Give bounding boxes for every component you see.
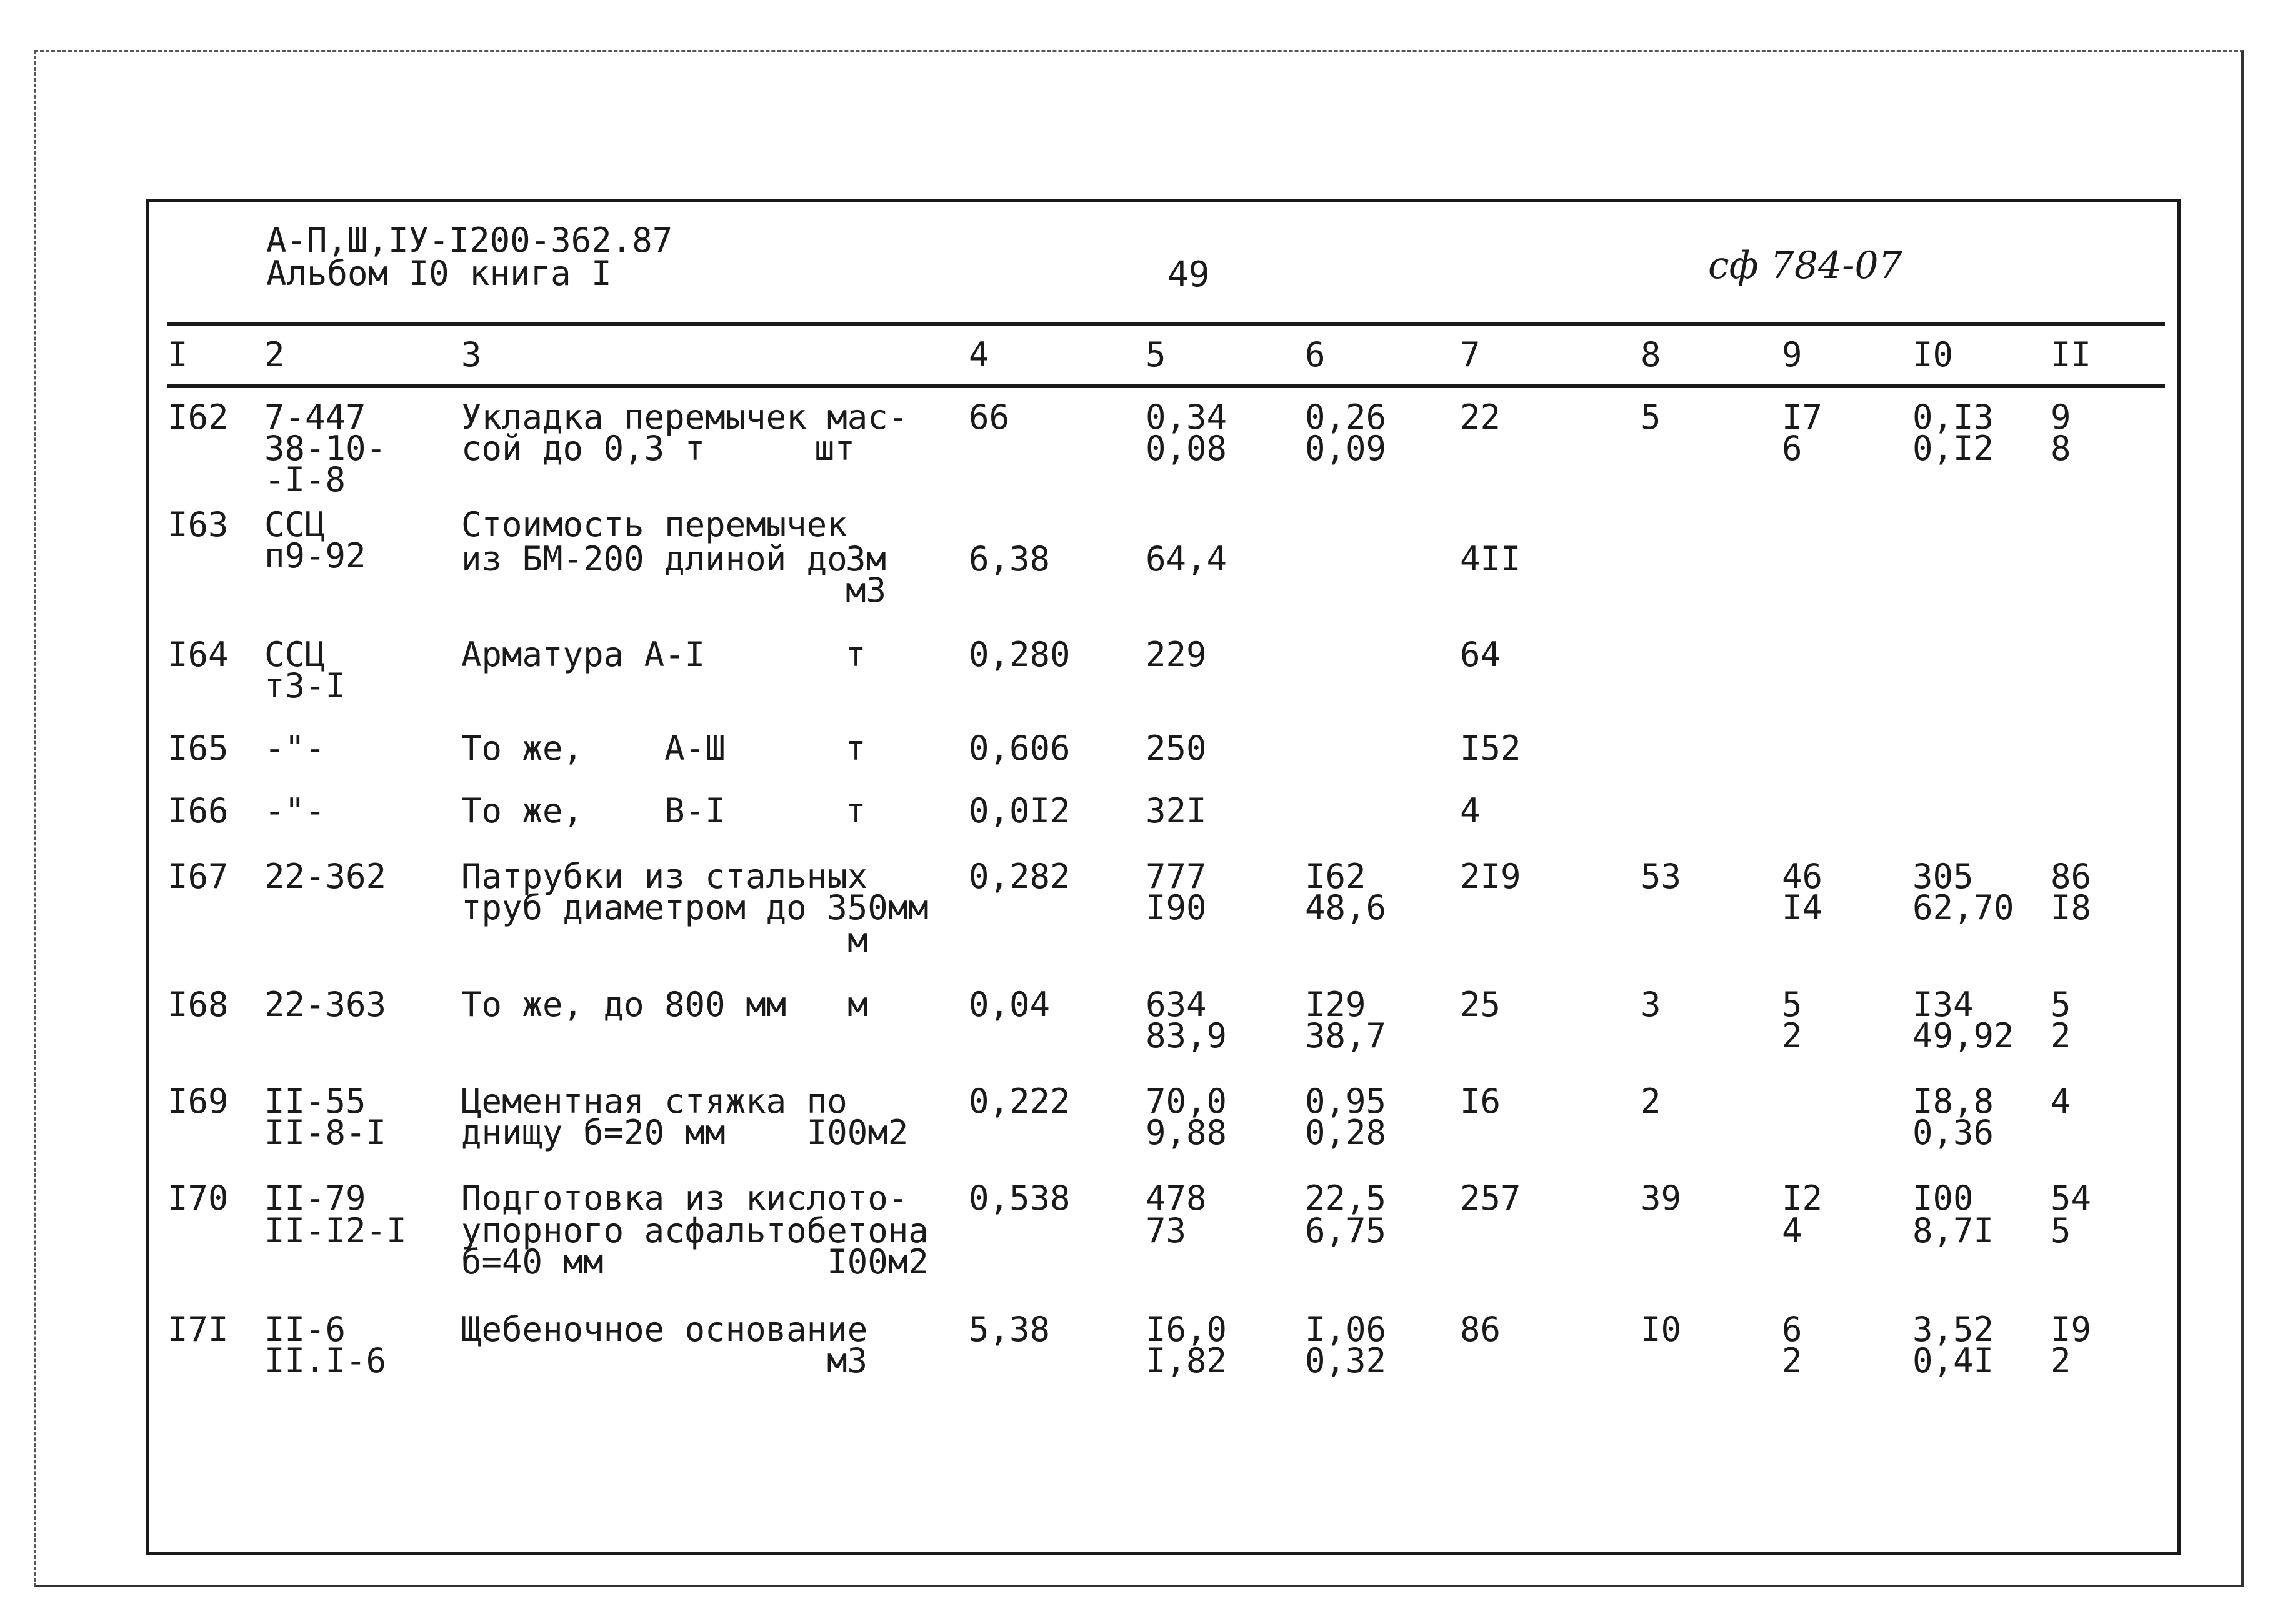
- norm-code: II-79: [264, 1178, 366, 1218]
- col5-value: 0,34: [1146, 397, 1227, 437]
- col11-value: 8: [2051, 429, 2071, 468]
- work-description: днищу б=20 мм I00м2: [461, 1113, 909, 1152]
- unit: 3м: [846, 539, 887, 579]
- work-description: б=40 мм I00м2: [461, 1242, 929, 1282]
- work-description: То же, А-Ш: [461, 729, 726, 768]
- work-description: Стоимость перемычек: [461, 505, 847, 544]
- col5-value: 229: [1146, 635, 1207, 674]
- col10-value: I34: [1912, 985, 1974, 1024]
- col10-value: I00: [1912, 1178, 1974, 1218]
- col10-value: 0,4I: [1912, 1341, 1994, 1380]
- col8-value: 3: [1641, 985, 1661, 1024]
- quantity: 6,38: [969, 539, 1051, 579]
- col7-value: 86: [1460, 1310, 1501, 1349]
- row-number: I66: [167, 791, 229, 830]
- col-num-1: I: [167, 335, 188, 374]
- col7-value: 4II: [1460, 539, 1521, 579]
- col5-value: 70,0: [1146, 1082, 1227, 1121]
- unit: м3: [827, 1341, 868, 1380]
- row-number: I62: [167, 397, 229, 437]
- col5-value: 9,88: [1146, 1113, 1227, 1152]
- col11-value: 2: [2051, 1016, 2071, 1055]
- col-num-6: 6: [1305, 335, 1326, 374]
- norm-code: -"-: [264, 729, 326, 768]
- unit: т: [846, 791, 866, 830]
- col5-value: 32I: [1146, 791, 1207, 830]
- norm-code: -"-: [264, 791, 326, 830]
- col10-value: 0,I2: [1912, 429, 1994, 468]
- col-num-11: II: [2051, 335, 2092, 374]
- norm-code: п9-92: [264, 536, 366, 575]
- norm-code: -I-8: [264, 460, 346, 499]
- col10-value: 62,70: [1912, 888, 2014, 927]
- col11-value: 2: [2051, 1341, 2071, 1380]
- col10-value: 0,36: [1912, 1113, 1994, 1152]
- norm-code: II.I-6: [264, 1341, 387, 1380]
- col7-value: 2I9: [1460, 857, 1521, 896]
- quantity: 0,222: [969, 1082, 1071, 1121]
- col-num-9: 9: [1782, 335, 1802, 374]
- col9-value: 5: [1782, 985, 1802, 1024]
- quantity: 0,280: [969, 635, 1071, 674]
- col7-value: 22: [1460, 397, 1501, 437]
- norm-code: 22-362: [264, 857, 387, 896]
- col11-value: I9: [2051, 1310, 2092, 1349]
- work-description: Арматура А-I: [461, 635, 706, 674]
- work-description: Укладка перемычек мас-: [461, 397, 909, 437]
- col10-value: 305: [1912, 857, 1974, 896]
- col9-value: I4: [1782, 888, 1823, 927]
- col11-value: 5: [2051, 1211, 2071, 1250]
- quantity: 0,538: [969, 1178, 1071, 1218]
- norm-code: II-I2-I: [264, 1211, 407, 1250]
- col9-value: 2: [1782, 1016, 1802, 1055]
- col9-value: 4: [1782, 1211, 1802, 1250]
- row-number: I65: [167, 729, 229, 768]
- col9-value: 46: [1782, 857, 1823, 896]
- work-description: То же, до 800 мм: [461, 985, 787, 1024]
- row-number: I70: [167, 1178, 229, 1218]
- unit: м3: [846, 570, 887, 610]
- row-number: I67: [167, 857, 229, 896]
- norm-code: т3-I: [264, 666, 346, 705]
- col7-value: 25: [1460, 985, 1501, 1024]
- col11-value: I8: [2051, 888, 2092, 927]
- col9-value: I2: [1782, 1178, 1823, 1218]
- col-num-5: 5: [1146, 335, 1166, 374]
- col9-value: 2: [1782, 1341, 1802, 1380]
- work-description: Щебеночное основание: [461, 1310, 868, 1349]
- row-number: I69: [167, 1082, 229, 1121]
- header-bottom-rule: [167, 384, 2165, 388]
- page-number: 49: [1167, 254, 1210, 295]
- col5-value: I6,0: [1146, 1310, 1227, 1349]
- col7-value: 4: [1460, 791, 1481, 830]
- col8-value: 53: [1641, 857, 1682, 896]
- col10-value: 49,92: [1912, 1016, 2014, 1055]
- col6-value: 0,32: [1305, 1341, 1387, 1380]
- unit: шт: [814, 429, 856, 468]
- col6-value: 0,26: [1305, 397, 1387, 437]
- norm-code: II-55: [264, 1082, 366, 1121]
- col6-value: 48,6: [1305, 888, 1387, 927]
- unit: т: [846, 729, 866, 768]
- col9-value: 6: [1782, 429, 1802, 468]
- col10-value: I8,8: [1912, 1082, 1994, 1121]
- album-book-label: Альбом I0 книга I: [266, 254, 612, 293]
- col7-value: 257: [1460, 1178, 1521, 1218]
- col5-value: I,82: [1146, 1341, 1227, 1380]
- col8-value: 2: [1641, 1082, 1661, 1121]
- sheet-frame: [146, 199, 2181, 1555]
- col5-value: 73: [1146, 1211, 1187, 1250]
- work-description: Подготовка из кислото-: [461, 1178, 909, 1218]
- col6-value: 0,09: [1305, 429, 1387, 468]
- col11-value: 5: [2051, 985, 2071, 1024]
- row-number: I63: [167, 505, 229, 544]
- unit: м: [847, 920, 868, 960]
- col5-value: I90: [1146, 888, 1207, 927]
- quantity: 0,0I2: [969, 791, 1071, 830]
- col5-value: 0,08: [1146, 429, 1227, 468]
- col7-value: I52: [1460, 729, 1521, 768]
- quantity: 66: [969, 397, 1010, 437]
- col5-value: 83,9: [1146, 1016, 1227, 1055]
- norm-code: II-6: [264, 1310, 346, 1349]
- col7-value: 64: [1460, 635, 1501, 674]
- document-code: А-П,Ш,IУ-I200-362.87: [266, 221, 673, 260]
- col6-value: I29: [1305, 985, 1366, 1024]
- col10-value: 3,52: [1912, 1310, 1994, 1349]
- row-number: I68: [167, 985, 229, 1024]
- work-description: труб диаметром до 350мм: [461, 888, 929, 927]
- norm-code: ССЦ: [264, 635, 326, 674]
- norm-code: 38-10-: [264, 429, 387, 468]
- col6-value: 0,95: [1305, 1082, 1387, 1121]
- col11-value: 86: [2051, 857, 2092, 896]
- quantity: 0,04: [969, 985, 1051, 1024]
- col5-value: 478: [1146, 1178, 1207, 1218]
- col9-value: 6: [1782, 1310, 1802, 1349]
- col6-value: 6,75: [1305, 1211, 1387, 1250]
- col11-value: 4: [2051, 1082, 2071, 1121]
- col9-value: I7: [1782, 397, 1823, 437]
- unit: м: [847, 985, 868, 1024]
- work-description: То же, В-I: [461, 791, 726, 830]
- col-num-8: 8: [1641, 335, 1661, 374]
- col10-value: 0,I3: [1912, 397, 1994, 437]
- handwritten-stamp: сф 784-07: [1708, 244, 1902, 287]
- col5-value: 777: [1146, 857, 1207, 896]
- col6-value: 38,7: [1305, 1016, 1387, 1055]
- norm-code: 22-363: [264, 985, 387, 1024]
- col8-value: 5: [1641, 397, 1661, 437]
- col6-value: 22,5: [1305, 1178, 1387, 1218]
- quantity: 5,38: [969, 1310, 1051, 1349]
- col10-value: 8,7I: [1912, 1211, 1994, 1250]
- row-number: I64: [167, 635, 229, 674]
- col6-value: 0,28: [1305, 1113, 1387, 1152]
- col11-value: 9: [2051, 397, 2071, 437]
- col-num-10: I0: [1912, 335, 1954, 374]
- col-num-3: 3: [461, 335, 482, 374]
- norm-code: 7-447: [264, 397, 366, 437]
- norm-code: II-8-I: [264, 1113, 387, 1152]
- unit: т: [846, 635, 866, 674]
- col-num-2: 2: [264, 335, 285, 374]
- work-description: сой до 0,3 т: [461, 429, 706, 468]
- col6-value: I62: [1305, 857, 1366, 896]
- col6-value: I,06: [1305, 1310, 1387, 1349]
- col5-value: 64,4: [1146, 539, 1227, 579]
- norm-code: ССЦ: [264, 505, 326, 544]
- quantity: 0,282: [969, 857, 1071, 896]
- work-description: упорного асфальтобетона: [461, 1211, 929, 1250]
- col-num-7: 7: [1460, 335, 1481, 374]
- col7-value: I6: [1460, 1082, 1501, 1121]
- header-top-rule: [167, 322, 2165, 326]
- quantity: 0,606: [969, 729, 1071, 768]
- col8-value: I0: [1641, 1310, 1682, 1349]
- work-description: из БМ-200 длиной до: [461, 539, 847, 579]
- col8-value: 39: [1641, 1178, 1682, 1218]
- row-number: I7I: [167, 1310, 229, 1349]
- col5-value: 634: [1146, 985, 1207, 1024]
- work-description: Цементная стяжка по: [461, 1082, 847, 1121]
- col11-value: 54: [2051, 1178, 2092, 1218]
- col-num-4: 4: [969, 335, 989, 374]
- col5-value: 250: [1146, 729, 1207, 768]
- work-description: Патрубки из стальных: [461, 857, 868, 896]
